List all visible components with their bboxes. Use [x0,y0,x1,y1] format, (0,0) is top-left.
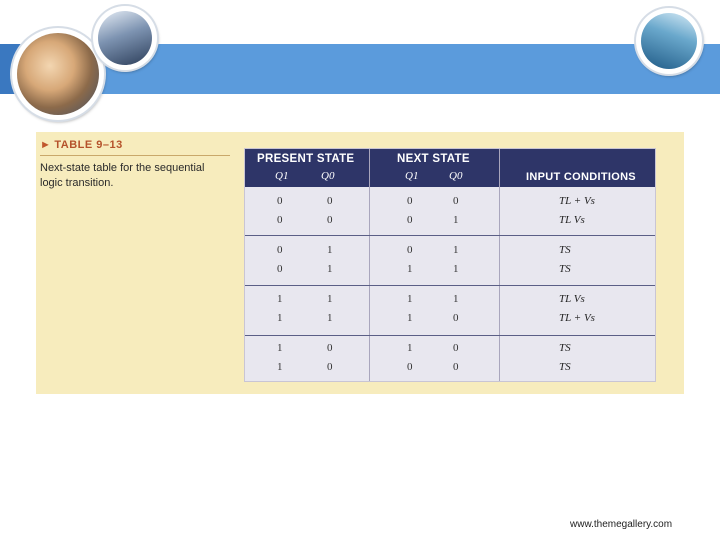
table-cell-p0: 1 [327,244,333,256]
table-cell-p1: 1 [277,312,283,324]
table-cell-n0: 1 [453,214,459,226]
header-present-q1: Q1 [275,170,289,182]
table-cell-p0: 1 [327,293,333,305]
table-header [245,149,655,187]
table-cell-condition: TS [559,342,571,354]
table-cell-p0: 0 [327,195,333,207]
table-cell-p1: 0 [277,214,283,226]
group-divider [245,235,655,236]
table-cell-n0: 0 [453,312,459,324]
table-cell-n1: 1 [407,293,413,305]
table-cell-condition: TS [559,361,571,373]
table-cell-n0: 0 [453,195,459,207]
table-cell-p1: 1 [277,342,283,354]
table-cell-p0: 0 [327,214,333,226]
business-people-photo [12,28,104,120]
table-cell-condition: TL Vs [559,293,585,305]
table-cell-n1: 0 [407,361,413,373]
table-cell-n0: 1 [453,244,459,256]
table-cell-p0: 1 [327,263,333,275]
header-input-conditions: INPUT CONDITIONS [526,171,636,183]
table-cell-condition: TL Vs [559,214,585,226]
table-cell-n1: 1 [407,342,413,354]
office-worker-photo [636,8,702,74]
footer-url: www.themegallery.com [570,519,673,530]
column-divider [369,149,370,381]
table-description: Next-state table for the sequential logic transition. [40,162,205,189]
table-cell-p1: 0 [277,244,283,256]
next-state-table [244,148,656,382]
table-cell-n1: 0 [407,195,413,207]
group-divider [245,285,655,286]
column-divider [499,149,500,381]
table-cell-p1: 0 [277,263,283,275]
header-next-q1: Q1 [405,170,419,182]
table-cell-n0: 1 [453,293,459,305]
header-next-q0: Q0 [449,170,463,182]
triangle-bullet-icon: ► [40,139,52,151]
table-cell-condition: TS [559,263,571,275]
header-next-state: NEXT STATE [397,153,470,165]
table-cell-n0: 0 [453,361,459,373]
table-cell-n1: 1 [407,263,413,275]
table-cell-p1: 0 [277,195,283,207]
table-cell-p1: 1 [277,361,283,373]
table-cell-n1: 0 [407,214,413,226]
table-caption [40,139,230,191]
table-cell-condition: TS [559,244,571,256]
table-number [40,139,230,156]
table-cell-p0: 0 [327,342,333,354]
header-present-q0: Q0 [321,170,335,182]
table-cell-condition: TL + Vs [559,195,595,207]
table-cell-n0: 1 [453,263,459,275]
table-cell-n0: 0 [453,342,459,354]
table-cell-p0: 1 [327,312,333,324]
table-cell-n1: 0 [407,244,413,256]
table-label: TABLE 9–13 [54,139,123,151]
table-cell-p0: 0 [327,361,333,373]
handshake-photo [93,6,157,70]
table-cell-n1: 1 [407,312,413,324]
header-present-state: PRESENT STATE [257,153,355,165]
group-divider [245,335,655,336]
table-cell-condition: TL + Vs [559,312,595,324]
table-cell-p1: 1 [277,293,283,305]
